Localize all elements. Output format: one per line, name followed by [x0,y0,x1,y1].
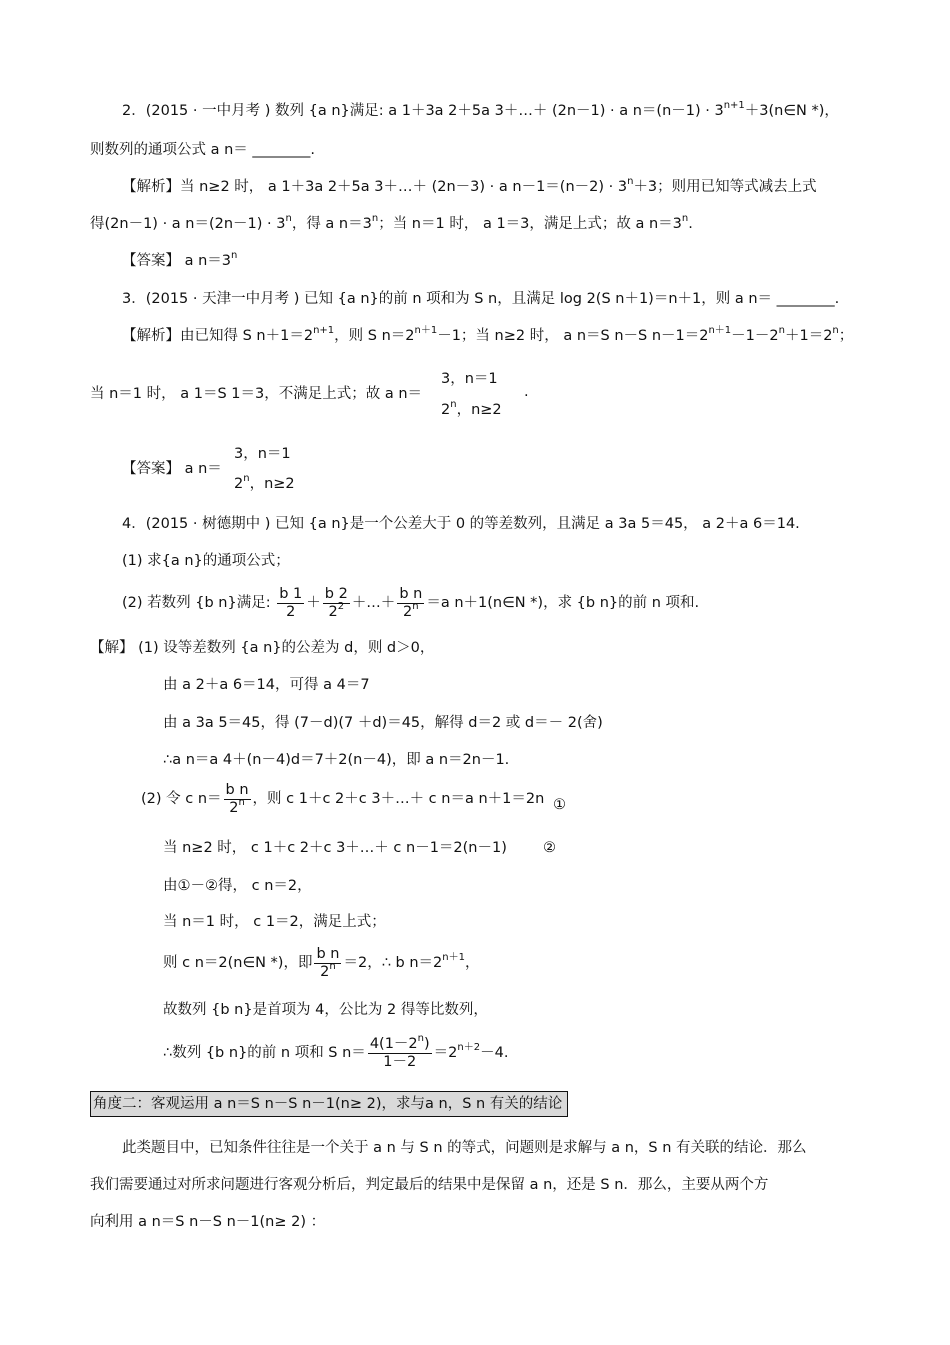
solution-line11: ∴数列 {b n}的前 n 项和 S n＝ $\frac{4(1-2^n)}{1-2}$ $=2^{n+2}-4$. [163,1032,509,1070]
problem-2-analysis-line1: 【解析】当 n≥2 时， a 1＋3a 2＋5a 3＋…＋ (2n－3) · a $n-1=(n-2) \cdot 3^n+3$；则用已知等式减去上式 [122,176,817,195]
problem-2-answer: 【答案】 a $n=3^n$ [122,250,238,269]
fraction-bn: $\frac{\text{b n}}{2^n}$ [399,585,423,620]
fraction-b2: $\frac{b 2}{2^2}$ [324,585,348,620]
solution-line10: 故数列 {b n}是首项为 4，公比为 2 得等比数列， [163,1002,488,1018]
fraction-b1: $\frac{b 1}{2}$ [279,585,303,620]
solution-line6: 当 n≥2 时， c 1＋c 2＋c 3＋…＋ c n－1＝2(n－1) [163,840,507,856]
solution-line8: 当 n＝1 时， c 1＝2，满足上式； [163,914,386,930]
fraction-bn-over-2n: $\frac{\text{b n}}{2^n}$ [316,945,340,980]
fraction-cn: $\frac{\text{b n}}{2^n}$ [225,781,249,816]
fraction-sum: $\frac{4(1-2^n)}{1-2}$ [369,1032,430,1070]
solution-line1: 【解】 (1) 设等差数列 {a n}的公差为 d，则 d＞0， [90,640,435,656]
equation-marker-2: ② [543,840,556,856]
case-end: . [524,384,529,400]
problem-3-answer: 【答案】 a n＝ [122,461,222,477]
problem-3-question: 3．(2015 · 天津一中月考 ) 已知 {a n}的前 n 项和为 S n，且满足 log 2(S n＋1)＝n＋1，则 a n＝ ________. [122,291,840,307]
section-paragraph-line3: 向利用 a n＝S n－S n－1(n≥ 2) ： [90,1214,326,1230]
solution-line2: 由 a 2＋a 6＝14，可得 a 4＝7 [163,677,370,693]
problem-2-question-line1: 2．(2015 · 一中月考 ) 数列 {a n}满足: a 1＋3a 2＋5a 3＋…＋ (2n－1) · a $n=(n-1) \cdot 3^{n+1}+3(n\in N$ *)， [122,100,839,119]
answer-case-2: 2$^n$，n≥2 [234,473,295,492]
solution-line5: (2) 令 c n＝ $\frac{\text{b n}}{2^n}$ ，则 c 1＋c 2＋c 3＋…＋ c n＝a n＋1＝2n [141,781,545,816]
solution-line3: 由 a 3a 5＝45，得 (7－d)(7 ＋d)＝45，解得 d＝2 或 d＝－ 2(舍) [163,715,603,731]
problem-3-analysis-line2: 当 n＝1 时， a 1＝S 1＝3，不满足上式；故 a n＝ [90,386,423,402]
section-heading-box: 角度二：客观运用 a n＝S n－S n－1(n≥ 2)，求与a n，S n 有关的结论 [90,1091,568,1117]
solution-line7: 由①－②得， c n＝2， [163,878,312,894]
solution-line9: 则 c n＝2(n∈N *)，即 $\frac{\text{b n}}{2^n}$ ＝2，∴ b $n=2^{n+1}$， [163,945,480,980]
problem-4-question: 4．(2015 · 树德期中 ) 已知 {a n}是一个公差大于 0 的等差数列，且满足 a 3a 5＝45， a 2＋a 6＝14. [122,516,800,532]
solution-line4: ∴a n＝a 4＋(n－4)d＝7＋2(n－4)，即 a n＝2n－1. [163,752,510,768]
section-paragraph-line2: 我们需要通过对所求问题进行客观分析后，判定最后的结果中是保留 a n，还是 S n．那么，主要从两个方 [90,1177,769,1193]
section-paragraph-line1: 此类题目中，已知条件往往是一个关于 a n 与 S n 的等式，问题则是求解与 a n，S n 有关联的结论．那么 [122,1140,807,1156]
problem-4-part2: (2) 若数列 {b n}满足: $\frac{b 1}{2}$ ＋ $\frac{b 2}{2^2}$ ＋…＋ $\frac{\text{b n}}{2^n}$ ＝a n＋1(n∈N *)，求 {b n}的前 n 项和. [122,585,700,620]
case-1: 3，n＝1 [441,371,498,387]
answer-case-1: 3，n＝1 [234,446,291,462]
problem-4-part1: (1) 求{a n}的通项公式； [122,553,290,569]
problem-3-analysis-line1: 【解析】由已知得 S $n+1=2^{n+1}$，则 S $n=2^{n+1}-1$；当 n≥2 时， a n＝S n－S $n-1=2^{n+1}-1-2^n+1=2^n$； [122,325,854,344]
problem-2-analysis-line2: 得(2n－1) · a $n=(2n-1) \cdot 3^n$，得 a $n=3^n$；当 n＝1 时， a 1＝3，满足上式；故 a $n=3^n$. [90,213,693,232]
case-2: 2$^n$，n≥2 [441,399,502,418]
equation-marker-1: ① [553,797,566,813]
problem-2-question-line2: 则数列的通项公式 a n＝ ________. [90,142,316,158]
